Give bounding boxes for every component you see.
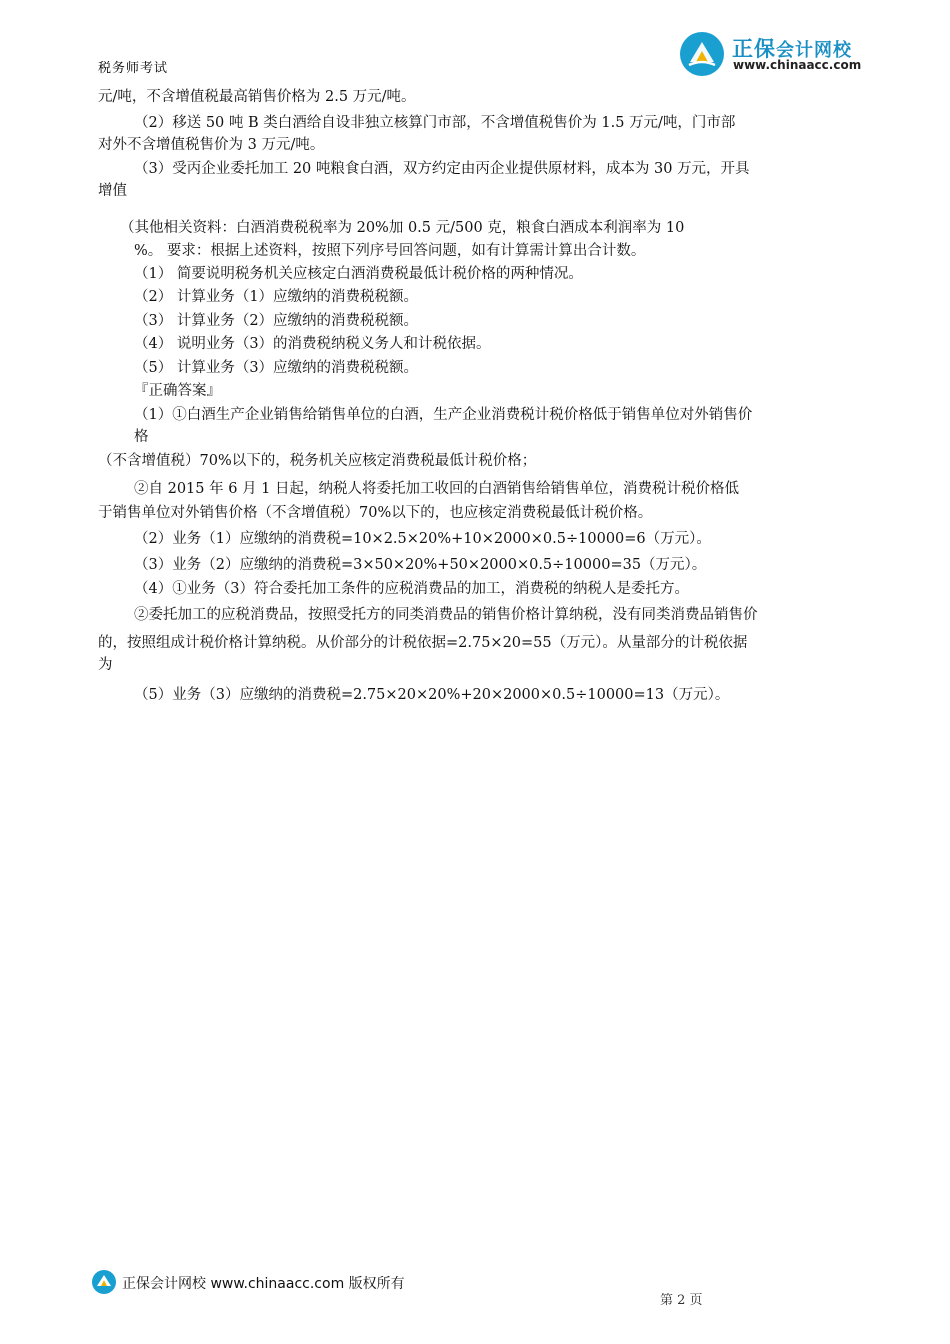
answer-line: （不含增值税）70%以下的，税务机关应核定消费税最低计税价格；	[98, 453, 537, 469]
chinaacc-logo	[680, 32, 880, 76]
answer-heading: 『正确答案』	[134, 383, 221, 399]
question-item: （3） 计算业务（2）应缴纳的消费税税额。	[134, 313, 419, 329]
answer-line: （1）①白酒生产企业销售给销售单位的白酒，生产企业消费税计税价格低于销售单位对外销售价	[134, 407, 753, 423]
answer-line-clipped: （4）①业务（3）符合委托加工条件的应税消费品的加工，消费税的纳税人是委托方。	[134, 581, 689, 597]
footer-logo-icon	[92, 1270, 116, 1294]
text-line: （3）受丙企业委托加工 20 吨粮食白酒，双方约定由丙企业提供原材料，成本为 30 万元，开具	[134, 161, 750, 177]
question-item: （1） 简要说明税务机关应核定白酒消费税最低计税价格的两种情况。	[134, 266, 583, 282]
answer-line-clipped: 格	[134, 429, 149, 445]
answer-line-clipped: 于销售单位对外销售价格（不含增值税）70%以下的，也应核定消费税最低计税价格。	[98, 505, 653, 521]
page-number-clipped: 第 2 页	[660, 1293, 703, 1308]
text-line: （2）移送 50 吨 B 类白酒给自设非独立核算门市部，不含增值税售价为 1.5 万元/吨，门市部	[134, 115, 736, 131]
answer-line: ②自 2015 年 6 月 1 日起，纳税人将委托加工收回的白酒销售给销售单位，消费税计税价格低	[134, 481, 740, 497]
page-header	[0, 0, 950, 86]
header-clipped-text: 税务师考试	[98, 61, 169, 76]
text-line: %。 要求：根据上述资料，按照下列序号回答问题，如有计算需计算出合计数。	[134, 243, 646, 259]
answer-line: （2）业务（1）应缴纳的消费税=10×2.5×20%+10×2000×0.5÷10000=6（万元）。	[134, 531, 711, 547]
text-line: 对外不含增值税售价为 3 万元/吨。	[98, 137, 325, 153]
question-item: （5） 计算业务（3）应缴纳的消费税税额。	[134, 360, 419, 376]
answer-line-clipped: （5）业务（3）应缴纳的消费税=2.75×20×20%+20×2000×0.5÷10000=13（万元）。	[134, 687, 730, 703]
logo-name-main: 正保	[732, 37, 776, 61]
answer-line: 的，按照组成计税价格计算纳税。从价部分的计税依据=2.75×20=55（万元）。从量部分的计税依据	[98, 635, 748, 651]
question-item: （4） 说明业务（3）的消费税纳税义务人和计税依据。	[134, 336, 491, 352]
logo-url: www.chinaacc.com	[733, 58, 862, 72]
text-line: （其他相关资料：白酒消费税税率为 20%加 0.5 元/500 克，粮食白酒成本利润率为 10	[120, 220, 685, 236]
text-line: 增值	[98, 183, 127, 199]
footer-copyright: 正保会计网校 www.chinaacc.com 版权所有	[122, 1276, 405, 1292]
text-line: 元/吨，不含增值税最高销售价格为 2.5 万元/吨。	[98, 89, 416, 105]
answer-line: （3）业务（2）应缴纳的消费税=3×50×20%+50×2000×0.5÷10000=35（万元）。	[134, 557, 707, 573]
logo-emblem-icon	[680, 32, 724, 76]
question-item: （2） 计算业务（1）应缴纳的消费税税额。	[134, 289, 419, 305]
answer-line-clipped: 为	[98, 657, 113, 673]
answer-line-clipped: ②委托加工的应税消费品，按照受托方的同类消费品的销售价格计算纳税，没有同类消费品销售价	[134, 607, 758, 623]
logo-name-rest: 会计网校	[776, 40, 852, 61]
